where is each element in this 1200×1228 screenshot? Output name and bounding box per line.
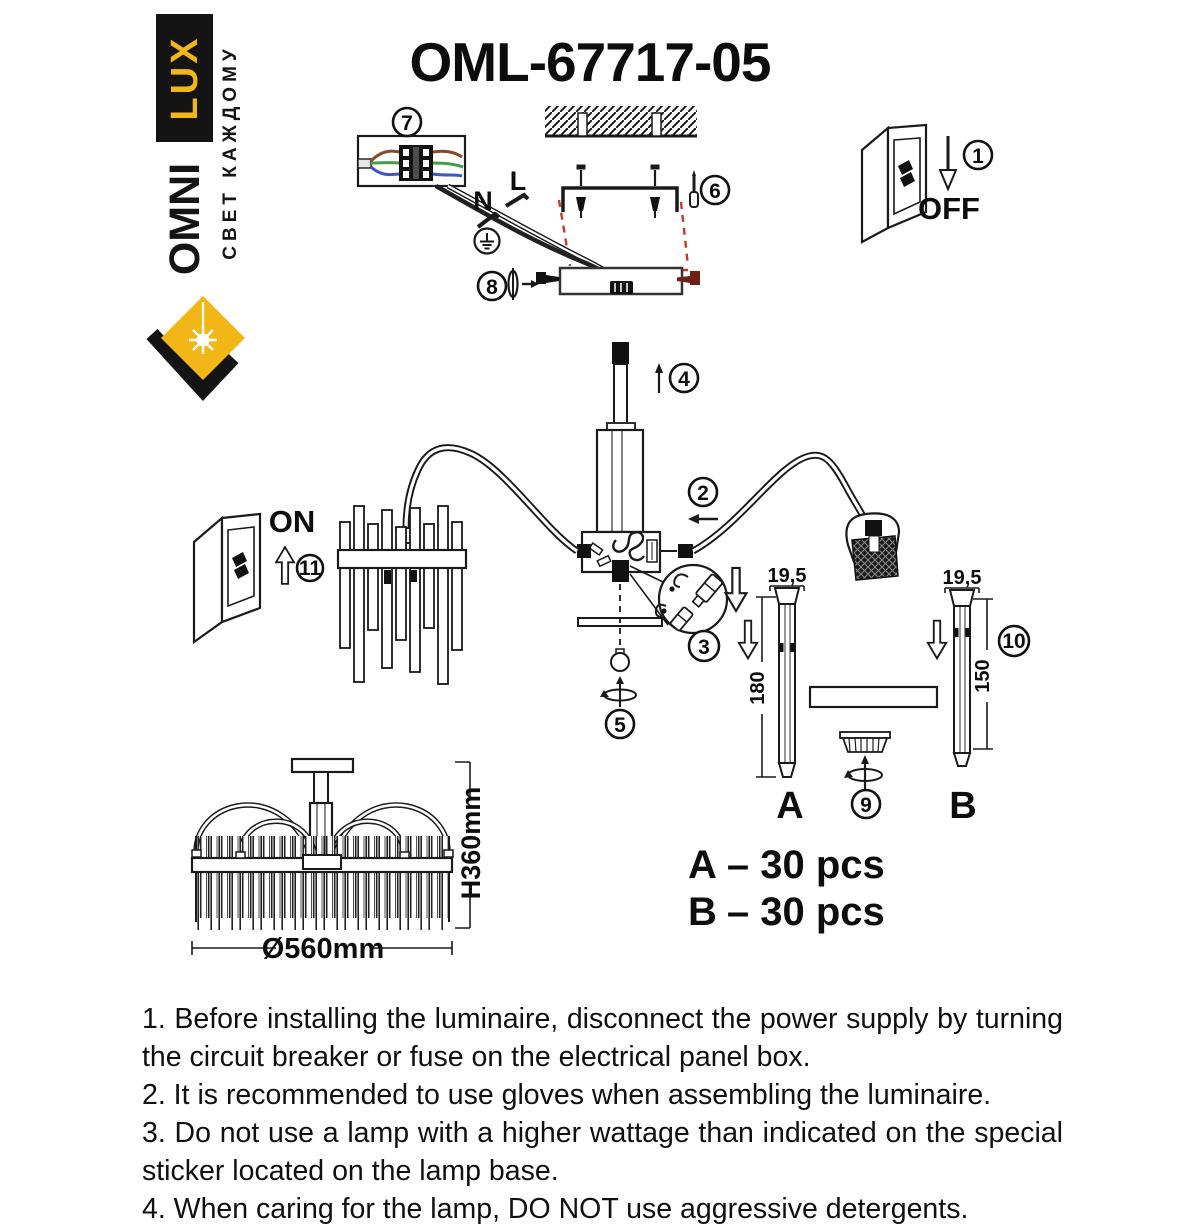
crystal-b: [950, 590, 974, 766]
mounting-bracket: [563, 165, 677, 218]
page-title: OML-67717-05: [409, 31, 771, 93]
label-off: OFF: [918, 191, 980, 226]
decor-band: [810, 687, 937, 707]
parts-count: [688, 842, 885, 936]
svg-text:19,5: 19,5: [942, 567, 982, 589]
down-arrow-icon: [739, 621, 757, 659]
breaker-panel-on: [194, 514, 260, 642]
down-arrow-icon: [928, 621, 946, 659]
right-arm: [693, 455, 866, 551]
svg-text:150: 150: [972, 659, 994, 693]
ground-icon: [475, 229, 500, 254]
wiring-box: [358, 136, 465, 186]
bulb-icon: [611, 653, 629, 671]
dim-height: [455, 762, 486, 928]
label-on: ON: [268, 504, 316, 539]
callout-5: [606, 710, 634, 738]
svg-text:4: 4: [678, 368, 690, 391]
svg-text:2: 2: [697, 482, 709, 505]
svg-text:9: 9: [860, 794, 872, 817]
svg-text:6: 6: [709, 180, 721, 203]
mounting-plate: [536, 268, 700, 294]
on-arrow-icon: [276, 547, 294, 584]
screwdriver-icon: [690, 170, 698, 207]
label-part-b: B: [949, 785, 977, 827]
ceiling-section: [545, 106, 697, 136]
threaded-cap: [840, 732, 890, 790]
bulb-assembly: [578, 584, 662, 707]
svg-text:10: 10: [1002, 630, 1026, 653]
bolt-icon: [509, 268, 540, 300]
svg-text:11: 11: [298, 557, 322, 580]
instruction-2: 2. It is recommended to use gloves when assembling the luminaire.: [142, 1079, 992, 1111]
svg-text:3: 3: [698, 636, 710, 659]
breaker-panel-off: [862, 125, 926, 242]
callout-10: [999, 626, 1029, 656]
part-b-count: B – 30 pcs: [688, 890, 885, 934]
instruction-4: 4. When caring for the lamp, DO NOT use aggressive detergents.: [142, 1193, 969, 1225]
chandelier-stem: [597, 342, 643, 532]
lamp-socket: [846, 513, 899, 580]
callout-8: [478, 272, 506, 300]
part-a-count: A – 30 pcs: [688, 843, 885, 887]
svg-text:19,5: 19,5: [767, 565, 807, 587]
svg-text:H360mm: H360mm: [456, 786, 486, 900]
crystal-a: [775, 588, 799, 777]
callout-6: [701, 176, 729, 204]
dim-diameter: [192, 933, 452, 965]
label-neutral: N: [473, 186, 493, 216]
label-part-a: A: [776, 785, 804, 827]
svg-text:1: 1: [972, 145, 984, 168]
logo-tagline: СВЕТ КАЖДОМУ: [220, 44, 241, 260]
mains-wires: [473, 166, 528, 254]
callout-3: [689, 631, 719, 661]
svg-text:8: 8: [486, 276, 498, 299]
instructions: [142, 1000, 1063, 1228]
label-line: L: [509, 166, 527, 196]
crystal-shade: [338, 506, 466, 684]
rotate-icon: [844, 755, 882, 790]
instruction-3: 3. Do not use a lamp with a higher wattage than indicated on the special sticker located on the lamp base.: [142, 1117, 1063, 1187]
callout-1: [964, 141, 992, 169]
instruction-1: 1. Before installing the luminaire, disconnect the power supply by turning the circuit breaker or fuse on the electrical panel box.: [142, 1003, 1063, 1073]
logo-lux-text: LUX: [164, 35, 206, 121]
svg-text:5: 5: [614, 714, 626, 737]
chandelier-front-view: [192, 759, 453, 930]
logo-omni-text: OMNI: [161, 162, 209, 276]
svg-text:7: 7: [401, 112, 413, 135]
callout-7: [393, 108, 421, 136]
rotate-icon: [600, 676, 636, 707]
svg-text:Ø560mm: Ø560mm: [261, 933, 385, 965]
svg-text:180: 180: [747, 671, 769, 705]
callout-2: [689, 478, 717, 506]
down-arrow-icon: [726, 568, 747, 611]
callout-11: [297, 555, 323, 581]
callout-9: [852, 790, 880, 818]
callout-4: [670, 364, 698, 392]
off-arrow-icon: [940, 136, 956, 189]
